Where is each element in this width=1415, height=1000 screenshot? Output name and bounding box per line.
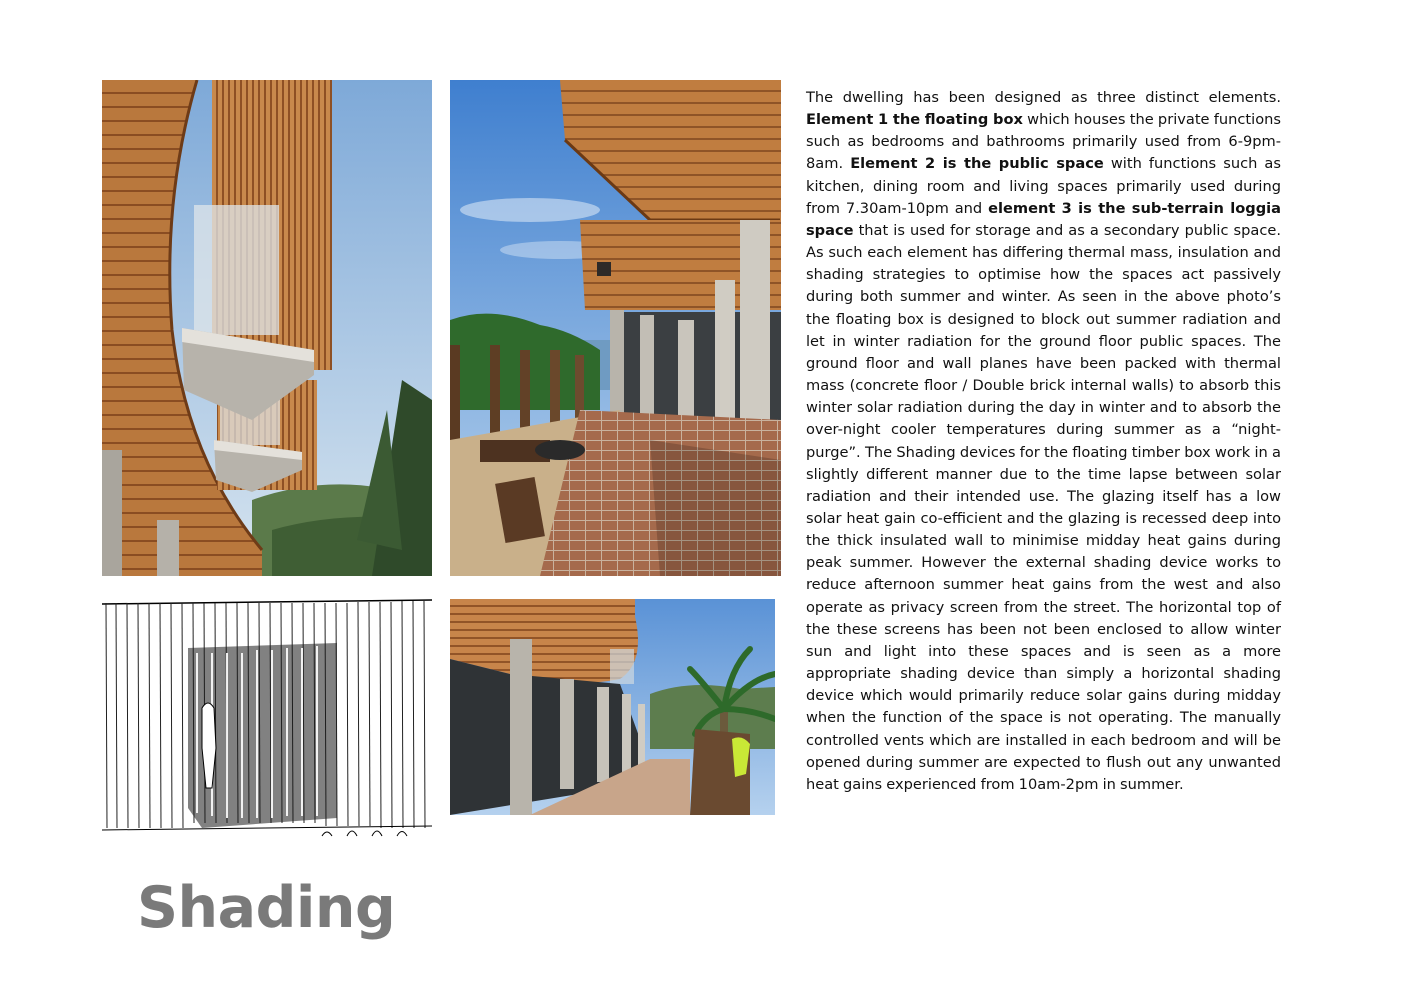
body-text: [806, 87, 1281, 796]
element-3-label: element 3 is the sub-terrain loggia space: [806, 199, 1281, 239]
element-1-description: which houses the private functions such as bedrooms and bathrooms primarily used from 6-9pm-8am.: [806, 111, 1281, 173]
shading-screen-sketch: [102, 598, 432, 838]
ground-floor-colonnade-photo: [450, 599, 775, 815]
element-2-label: Element 2 is the public space: [850, 155, 1104, 173]
element-2-description: with functions such as kitchen, dining room and living spaces primarily used during from 7.30am-10pm and: [806, 155, 1281, 217]
element-1-label: Element 1 the floating box: [806, 111, 1023, 129]
timber-screen-balcony-photo: [102, 80, 432, 576]
intro-sentence: The dwelling has been designed as three distinct elements.: [806, 89, 1281, 106]
page-heading: Shading: [137, 875, 396, 941]
element-3-description: that is used for storage and as a secondary public space. As such each element has differing thermal mass, insulation and shading strategies to optimise how the spaces act passively during both summer and winter. As seen in the above photo’s the floating box is designed to block out summer radiation and let in winter radiation for the ground floor public spaces. The ground floor and wall planes have been packed with thermal mass (concrete floor / Double brick internal walls) to absorb this winter solar radiation during the day in winter and to absorb the over-night cooler temperatures during summer as a “night-purge”. The Shading devices for the floating timber box work in a slightly different manner due to the time lapse between solar radiation and their intended use. The glazing itself has a low solar heat gain co-efficient and the glazing is recessed deep into the thick insulated wall to minimise midday heat gains during peak summer. However the external shading device works to reduce afternoon summer heat gains from the west and also operate as privacy screen from the street. The horizontal top of the these screens has been not been enclosed to allow winter sun and light into these spaces and is seen as a more appropriate shading device than simply a horizontal shading device which would primarily reduce solar gains during midday when the function of the space is not operating. The manually controlled vents which are installed in each bedroom and will be opened during summer are expected to flush out any unwanted heat gains experienced from 10am-2pm in summer.: [806, 221, 1281, 793]
terrace-columns-photo: [450, 80, 781, 576]
